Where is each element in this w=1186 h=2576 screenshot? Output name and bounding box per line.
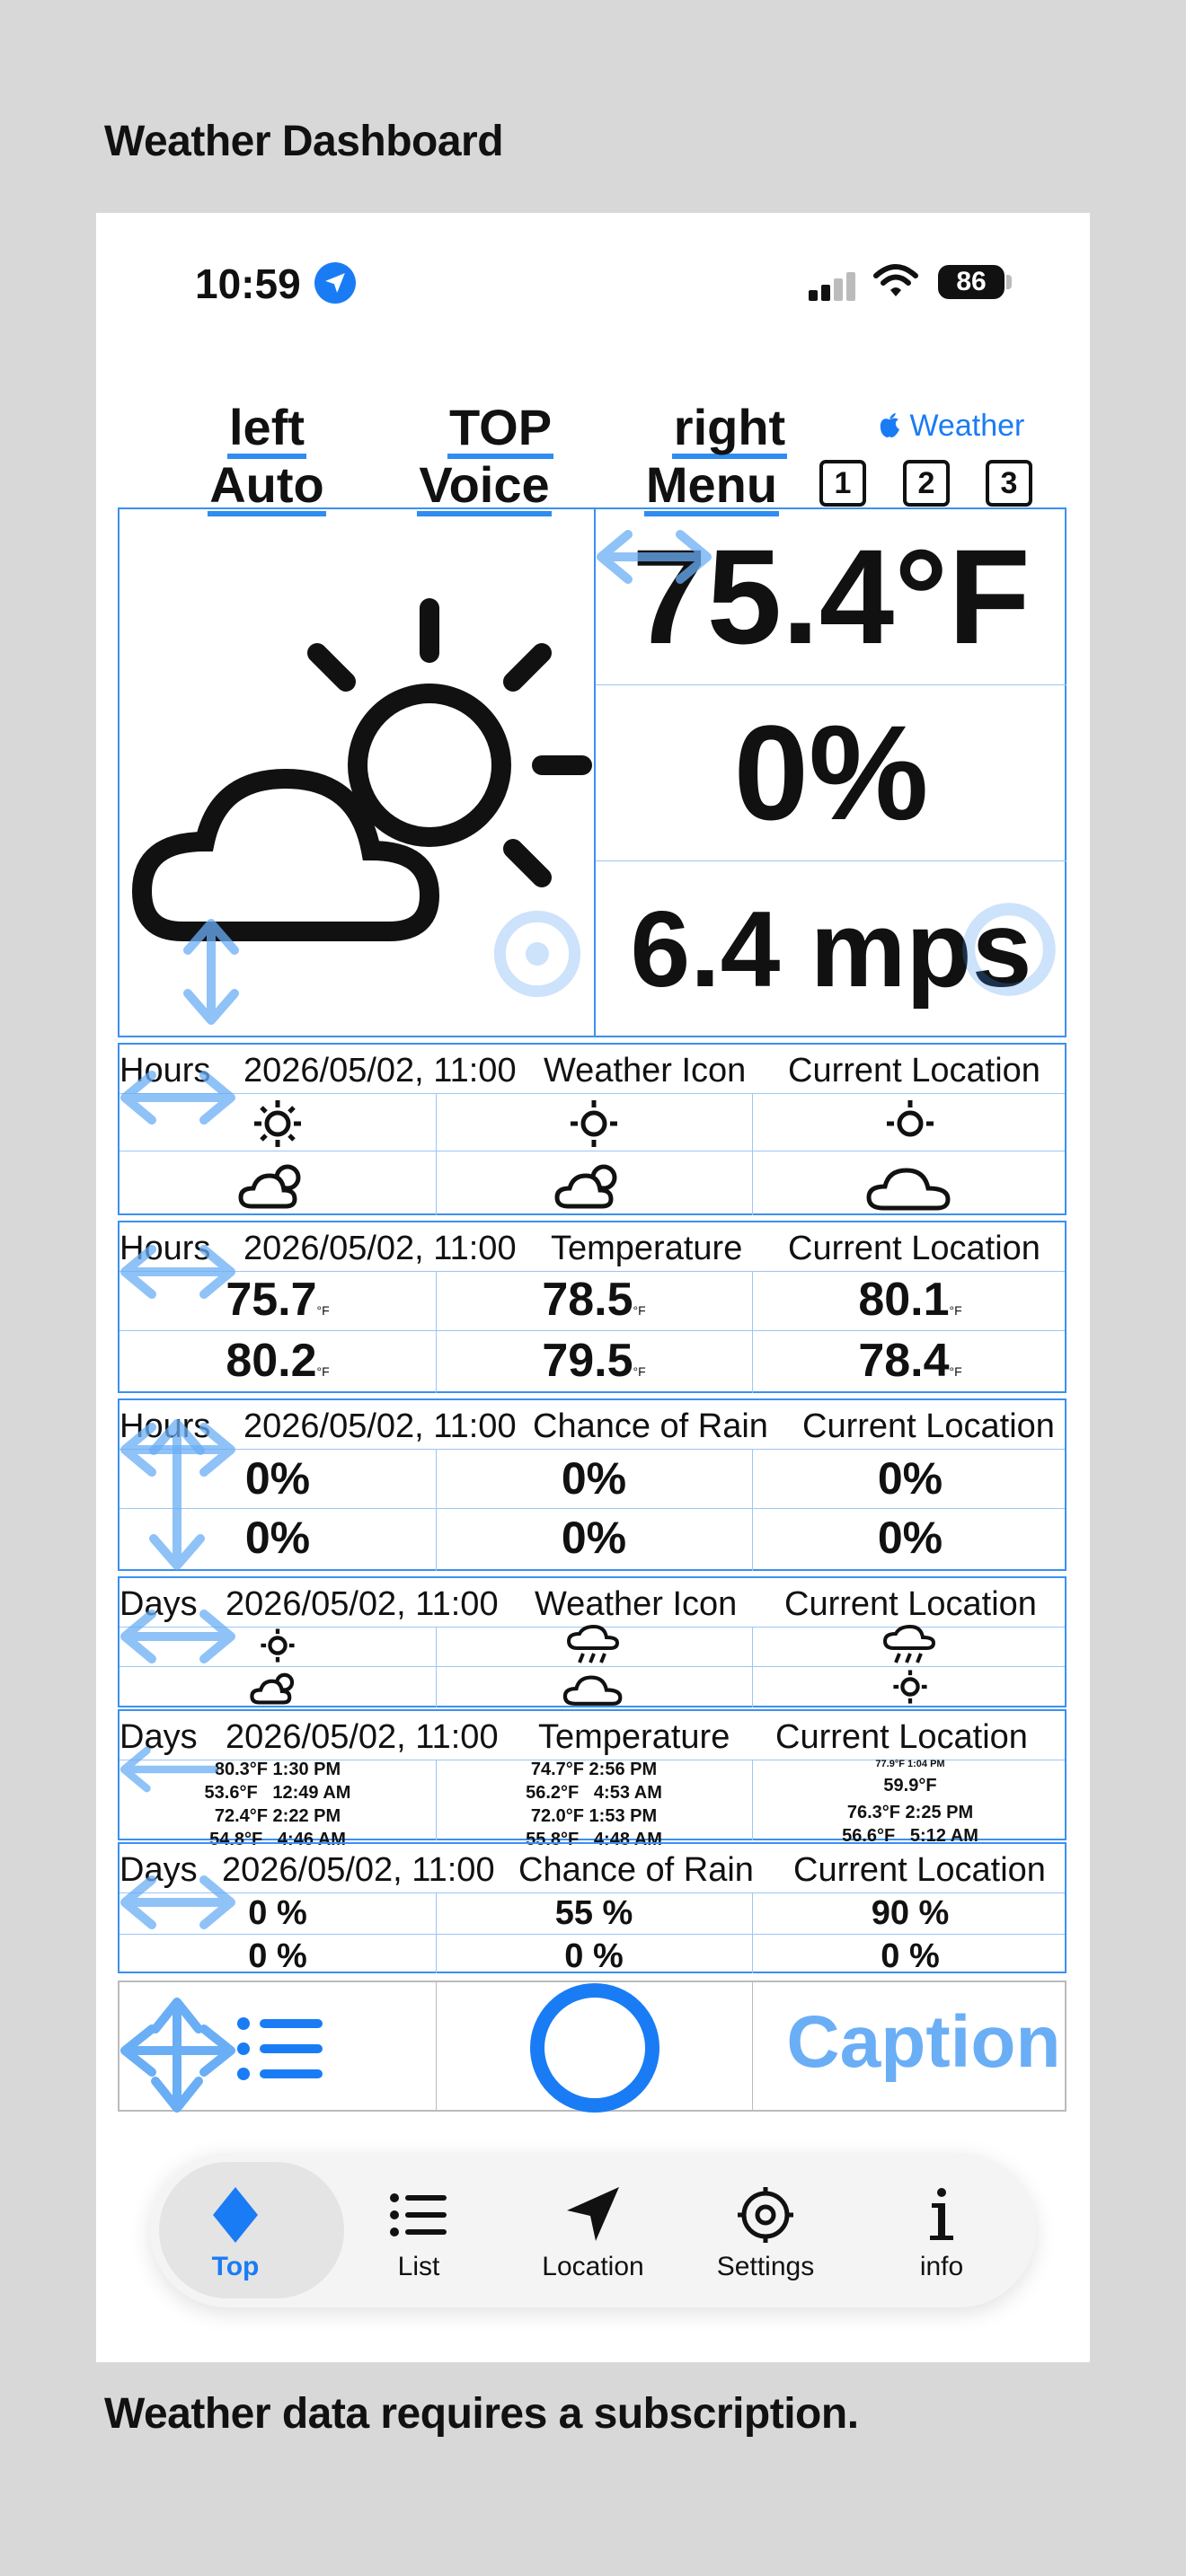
rain-value: 0% (561, 1453, 627, 1504)
panel-metric: Weather Icon (535, 1585, 738, 1623)
panel-header (119, 1578, 1065, 1628)
record-circle-icon[interactable] (529, 1982, 660, 2113)
rain-value: 0% (877, 1453, 943, 1504)
temp-value: 79.5°F (542, 1335, 646, 1387)
panel-metric: Temperature (538, 1718, 730, 1756)
temp-value: 78.5°F (542, 1274, 646, 1326)
preset-button-1[interactable]: 1 (819, 460, 866, 507)
hourly-icon-panel[interactable] (118, 1043, 1067, 1215)
bottom-control-bar (118, 1981, 1067, 2112)
tab-info[interactable] (856, 2153, 1027, 2307)
panel-header (119, 1045, 1065, 1094)
panel-unit: Days (119, 1851, 198, 1889)
sun-icon (436, 1097, 752, 1155)
weather-brand-label: Weather (909, 409, 1025, 443)
preset-button-2[interactable]: 2 (903, 460, 950, 507)
rain-value: 0% (877, 1513, 943, 1563)
rain-value: 0 % (248, 1937, 307, 1975)
horizontal-resize-icon[interactable] (119, 1066, 236, 1129)
info-icon (910, 2183, 973, 2246)
panel-location: Current Location (788, 1052, 1040, 1090)
daily-temp-col-2: 74.7°F 2:56 PM 56.2°F 4:53 AM 72.0°F 1:53 PM 55.8°F 4:48 AM (526, 1760, 662, 1849)
vertical-resize-icon[interactable] (141, 1418, 213, 1571)
status-bar (96, 213, 1090, 321)
partly-cloudy-icon (119, 1666, 436, 1712)
panel-header (119, 1400, 1065, 1450)
wifi-icon (873, 263, 918, 304)
panel-date: 2026/05/02, 11:00 (226, 1585, 499, 1623)
panel-location: Current Location (793, 1851, 1046, 1889)
partly-cloudy-icon (119, 1154, 436, 1218)
panel-date: 2026/05/02, 11:00 (243, 1230, 517, 1267)
horizontal-resize-icon[interactable] (596, 525, 712, 588)
top-label: TOP (447, 401, 553, 459)
horizontal-resize-icon[interactable] (119, 1871, 236, 1934)
panel-unit: Hours (119, 1407, 211, 1445)
apple-logo-icon (878, 409, 909, 443)
temp-value: 78.4°F (858, 1335, 962, 1387)
tab-top[interactable] (150, 2153, 321, 2307)
panel-metric: Chance of Rain (533, 1407, 768, 1445)
current-conditions-panel (118, 507, 1067, 1037)
menu-label: Menu (644, 459, 779, 516)
rain-value: 0 % (564, 1937, 624, 1975)
panel-header (119, 1222, 1065, 1272)
rain-value: 0% (244, 1513, 311, 1563)
tab-label: Settings (716, 2252, 815, 2281)
current-rain-chance: 0% (596, 685, 1067, 861)
cellular-signal-icon (809, 270, 863, 301)
tab-bar (150, 2153, 1036, 2307)
temp-value: 80.2°F (226, 1335, 330, 1387)
location-arrow-icon (562, 2183, 624, 2246)
left-label: left (227, 401, 306, 459)
top-voice-link[interactable] (403, 401, 565, 516)
tab-location[interactable] (508, 2153, 678, 2307)
rain-value: 90 % (871, 1894, 950, 1932)
panel-unit: Days (119, 1585, 198, 1623)
cloud-icon (752, 1154, 1068, 1218)
auto-label: Auto (208, 459, 326, 516)
tab-settings[interactable] (680, 2153, 851, 2307)
battery-indicator: 86 (938, 265, 1005, 299)
vertical-resize-icon[interactable] (175, 918, 247, 1026)
current-wind-speed: 6.4 mps (630, 888, 1032, 1010)
settings-gear-icon[interactable] (479, 895, 596, 1012)
rain-cloud-icon (752, 1625, 1068, 1671)
panel-unit: Hours (119, 1052, 211, 1090)
right-label: right (672, 401, 787, 459)
panel-metric: Temperature (551, 1230, 743, 1267)
panel-location: Current Location (802, 1407, 1055, 1445)
horizontal-resize-icon[interactable] (119, 1240, 236, 1303)
hourly-rain-panel[interactable] (118, 1398, 1067, 1571)
daily-temp-col-3: 77.9°F 1:04 PM 59.9°F 76.3°F 2:25 PM 56.6°F 5:12 AM (842, 1759, 978, 1846)
panel-date: 2026/05/02, 11:00 (226, 1718, 499, 1756)
temp-value: 80.1°F (858, 1274, 962, 1326)
tab-list[interactable] (333, 2153, 504, 2307)
panel-unit: Hours (119, 1230, 211, 1267)
panel-date: 2026/05/02, 11:00 (243, 1052, 517, 1090)
left-auto-link[interactable] (195, 401, 339, 516)
weather-attribution-link[interactable] (878, 409, 1024, 444)
tab-label: Location (542, 2252, 644, 2281)
sun-icon (752, 1666, 1068, 1712)
rain-value: 0 % (248, 1894, 307, 1932)
temp-value: 75.7°F (226, 1274, 330, 1326)
daily-temp-col-1: 80.3°F 1:30 PM 53.6°F 12:49 AM 72.4°F 2:22 PM 54.8°F 4:46 AM (204, 1760, 351, 1849)
rain-value: 0% (244, 1453, 311, 1504)
preset-button-3[interactable]: 3 (986, 460, 1032, 507)
panel-date: 2026/05/02, 11:00 (243, 1407, 517, 1445)
tab-label: info (919, 2252, 964, 2281)
sun-icon (752, 1097, 1068, 1155)
hourly-temperature-panel[interactable] (118, 1221, 1067, 1393)
current-temperature: 75.4°F (596, 509, 1067, 685)
horizontal-resize-icon[interactable] (119, 1605, 236, 1668)
rain-cloud-icon (436, 1625, 752, 1671)
move-icon[interactable] (119, 1997, 236, 2113)
footer-note: Weather data requires a subscription. (104, 2390, 859, 2438)
panel-header (119, 1711, 1065, 1760)
page-title: Weather Dashboard (104, 118, 504, 165)
voice-label: Voice (417, 459, 551, 516)
cloud-icon (436, 1666, 752, 1712)
panel-location: Current Location (784, 1585, 1037, 1623)
location-active-icon (314, 262, 356, 304)
panel-date: 2026/05/02, 11:00 (222, 1851, 495, 1889)
list-icon (387, 2183, 450, 2246)
tab-label: List (397, 2252, 440, 2281)
battery-cap (1006, 275, 1012, 289)
settings-gear-icon[interactable] (946, 887, 1072, 1012)
diamond-icon (204, 2183, 267, 2246)
list-icon[interactable] (236, 2015, 326, 2083)
daily-rain-panel[interactable] (118, 1842, 1067, 1973)
panel-unit: Days (119, 1718, 198, 1756)
daily-temperature-panel[interactable] (118, 1709, 1067, 1849)
panel-location: Current Location (775, 1718, 1028, 1756)
panel-metric: Weather Icon (544, 1052, 747, 1090)
panel-header (119, 1844, 1065, 1893)
right-menu-link[interactable] (626, 401, 797, 516)
rain-value: 55 % (554, 1894, 633, 1932)
rain-value: 0 % (881, 1937, 940, 1975)
partly-cloudy-icon[interactable] (119, 509, 596, 1036)
gear-icon (734, 2183, 797, 2246)
tab-label: Top (211, 2252, 260, 2281)
partly-cloudy-icon (436, 1154, 752, 1218)
panel-location: Current Location (788, 1230, 1040, 1267)
caption-button[interactable]: Caption (786, 2001, 1061, 2083)
rain-value: 0% (561, 1513, 627, 1563)
panel-metric: Chance of Rain (518, 1851, 754, 1889)
daily-icon-panel[interactable] (118, 1576, 1067, 1707)
phone-screen (96, 213, 1090, 2362)
status-time: 10:59 (195, 260, 301, 307)
horizontal-resize-icon[interactable] (119, 1738, 218, 1801)
